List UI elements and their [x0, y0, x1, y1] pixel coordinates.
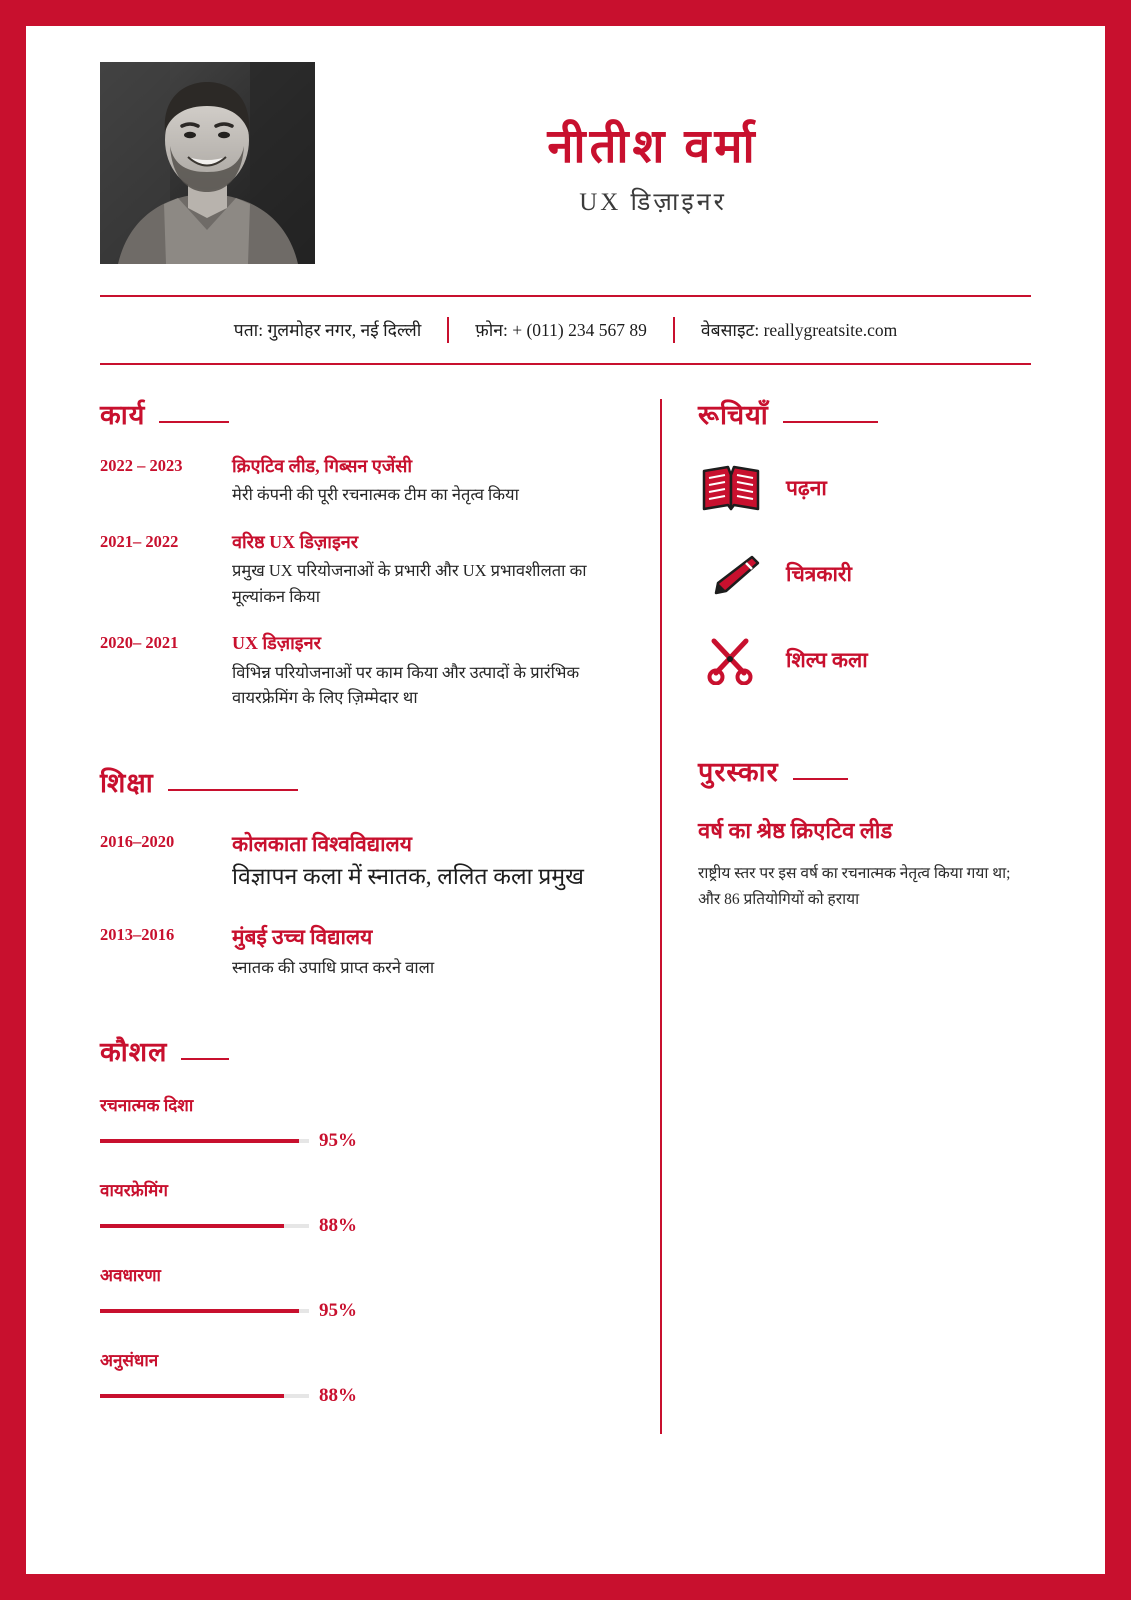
work-entry — [100, 530, 630, 609]
awards-section-header — [698, 752, 1031, 789]
open-book-icon — [698, 460, 764, 516]
contact-address: पता: गुलमोहर नगर, नई दिल्ली — [233, 320, 422, 340]
spacer — [100, 980, 630, 1032]
entry-date: 2021– 2022 — [100, 531, 179, 551]
interest-item — [698, 458, 1031, 518]
interests-section-header — [698, 395, 1031, 432]
interest-item — [698, 544, 1031, 604]
entry-school: कोलकाता विश्वविद्यालय — [232, 831, 412, 856]
skills-section-title: कौशल — [100, 1037, 168, 1068]
entry-role: UX डिज़ाइनर — [232, 633, 321, 654]
entry-school: मुंबई उच्च विद्यालय — [232, 924, 373, 949]
education-entry — [100, 830, 630, 895]
spacer — [698, 716, 1031, 752]
interest-label: पढ़ना — [786, 476, 827, 500]
entry-desc: प्रमुख UX परियोजनाओं के प्रभारी और UX प्रभावशीलता का मूल्यांकन किया — [232, 561, 587, 606]
education-section-header — [100, 763, 630, 800]
skill-bar — [100, 1224, 309, 1228]
skill-bar-fill — [100, 1394, 284, 1398]
right-column — [662, 395, 1031, 1455]
entry-role: क्रिएटिव लीड, गिब्सन एजेंसी — [232, 456, 413, 476]
award-name: वर्ष का श्रेष्ठ क्रिएटिव लीड — [698, 818, 893, 843]
skill-percent: 88% — [319, 1385, 357, 1407]
avatar — [100, 62, 315, 264]
entry-date: 2020– 2021 — [100, 633, 179, 653]
scissors-icon — [698, 632, 764, 688]
interests-list — [698, 458, 1031, 690]
spacer — [100, 711, 630, 763]
entry-desc: विभिन्न परियोजनाओं पर काम किया और उत्पादों के प्रारंभिक वायरफ्रेमिंग के लिए ज़िम्मेदार था — [232, 662, 580, 708]
paintbrush-icon — [698, 546, 764, 602]
resume-sheet — [26, 26, 1105, 1574]
skill-bar — [100, 1139, 309, 1143]
education-section-title: शिक्षा — [100, 767, 154, 798]
contact-website[interactable]: वेबसाइट: reallygreatsite.com — [700, 320, 898, 340]
skill-label: वायरफ्रेमिंग — [100, 1181, 168, 1201]
page-title: नीतीश वर्मा — [547, 121, 759, 173]
interest-item — [698, 630, 1031, 690]
title-rule — [783, 421, 878, 423]
education-entry — [100, 923, 630, 981]
skill-bar-fill — [100, 1139, 299, 1143]
title-rule — [793, 778, 848, 780]
interests-section-title: रूचियाँ — [698, 400, 769, 430]
skills-section-header — [100, 1032, 630, 1069]
skill-row — [100, 1385, 357, 1407]
skill-label: अवधारणा — [100, 1266, 161, 1286]
skill-item — [100, 1093, 385, 1152]
skill-label: रचनात्मक दिशा — [100, 1096, 194, 1116]
awards-section-title: पुरस्कार — [698, 757, 779, 787]
entry-body — [232, 830, 630, 895]
award-description: राष्ट्रीय स्तर पर इस वर्ष का रचनात्मक नेतृत्व किया गया था; और 86 प्रतियोगियों को हराया — [698, 865, 1011, 908]
work-entries — [100, 454, 630, 711]
skill-percent: 95% — [319, 1300, 357, 1322]
skill-row — [100, 1130, 357, 1152]
entry-date: 2022 – 2023 — [100, 456, 183, 475]
interest-label: शिल्प कला — [786, 648, 868, 672]
skills-grid — [100, 1093, 630, 1407]
education-entries — [100, 830, 630, 981]
skill-label: अनुसंधान — [100, 1351, 159, 1371]
title-rule — [159, 421, 229, 423]
skill-row — [100, 1300, 357, 1322]
skill-item — [100, 1263, 385, 1322]
skill-bar-fill — [100, 1309, 299, 1313]
entry-desc: मेरी कंपनी की पूरी रचनात्मक टीम का नेतृत्व किया — [232, 485, 519, 505]
left-column — [100, 395, 660, 1455]
name-block — [315, 62, 1031, 218]
entry-date: 2013–2016 — [100, 924, 175, 944]
title-rule — [168, 789, 298, 791]
skill-item — [100, 1348, 385, 1407]
body-columns — [100, 395, 1031, 1455]
entry-desc: स्नातक की उपाधि प्राप्त करने वाला — [232, 957, 435, 977]
skill-row — [100, 1215, 357, 1237]
header — [100, 62, 1031, 287]
skill-bar — [100, 1309, 309, 1313]
job-title: UX डिज़ाइनर — [579, 188, 727, 216]
contact-phone: फ़ोन: + (011) 234 567 89 — [475, 320, 647, 340]
skill-percent: 88% — [319, 1215, 357, 1237]
title-rule — [181, 1058, 229, 1060]
portrait-photo-icon — [100, 62, 315, 264]
entry-body — [232, 454, 630, 508]
contact-bar — [100, 295, 1031, 365]
entry-body — [232, 631, 630, 710]
skill-percent: 95% — [319, 1130, 357, 1152]
entry-desc: विज्ञापन कला में स्नातक, ललित कला प्रमुख — [232, 864, 584, 890]
entry-body — [232, 530, 630, 609]
work-section-header — [100, 395, 630, 432]
entry-role: वरिष्ठ UX डिज़ाइनर — [232, 531, 359, 552]
skill-item — [100, 1178, 385, 1237]
work-section-title: कार्य — [100, 400, 146, 430]
work-entry — [100, 454, 630, 508]
entry-body — [232, 923, 630, 981]
skill-bar-fill — [100, 1224, 284, 1228]
interest-label: चित्रकारी — [786, 562, 852, 586]
skill-bar — [100, 1394, 309, 1398]
work-entry — [100, 631, 630, 710]
entry-date: 2016–2020 — [100, 831, 175, 851]
